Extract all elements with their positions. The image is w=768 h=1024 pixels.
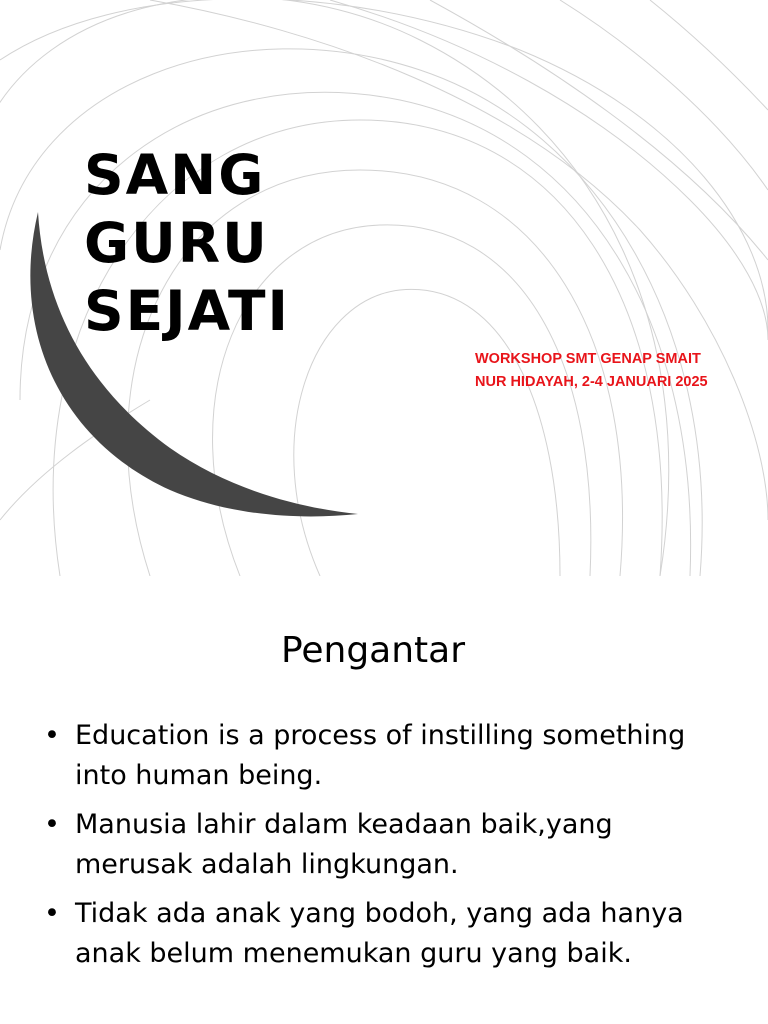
- bullet-text: Education is a process of instilling something into human being.: [75, 720, 686, 791]
- workshop-subtitle: [475, 348, 708, 394]
- bullet-text: Tidak ada anak yang bodoh, yang ada hanya anak belum menemukan guru yang baik.: [75, 898, 684, 969]
- subtitle-line-1: WORKSHOP SMT GENAP SMAIT: [475, 351, 701, 367]
- bullet-icon: •: [44, 898, 60, 929]
- bullet-list: [44, 716, 724, 983]
- title-line-3: SEJATI: [84, 279, 290, 343]
- bullet-icon: •: [44, 720, 60, 751]
- content-slide: [0, 576, 768, 1024]
- bullet-icon: •: [44, 809, 60, 840]
- title-line-2: GURU: [84, 211, 269, 275]
- bullet-item: [44, 716, 724, 796]
- presentation-title: [84, 141, 290, 345]
- bullet-text: Manusia lahir dalam keadaan baik,yang merusak adalah lingkungan.: [75, 809, 613, 880]
- bullet-item: [44, 894, 724, 974]
- title-line-1: SANG: [84, 143, 266, 207]
- slide-heading: Pengantar: [280, 630, 466, 671]
- bullet-item: [44, 805, 724, 885]
- subtitle-line-2: NUR HIDAYAH, 2-4 JANUARI 2025: [475, 374, 708, 390]
